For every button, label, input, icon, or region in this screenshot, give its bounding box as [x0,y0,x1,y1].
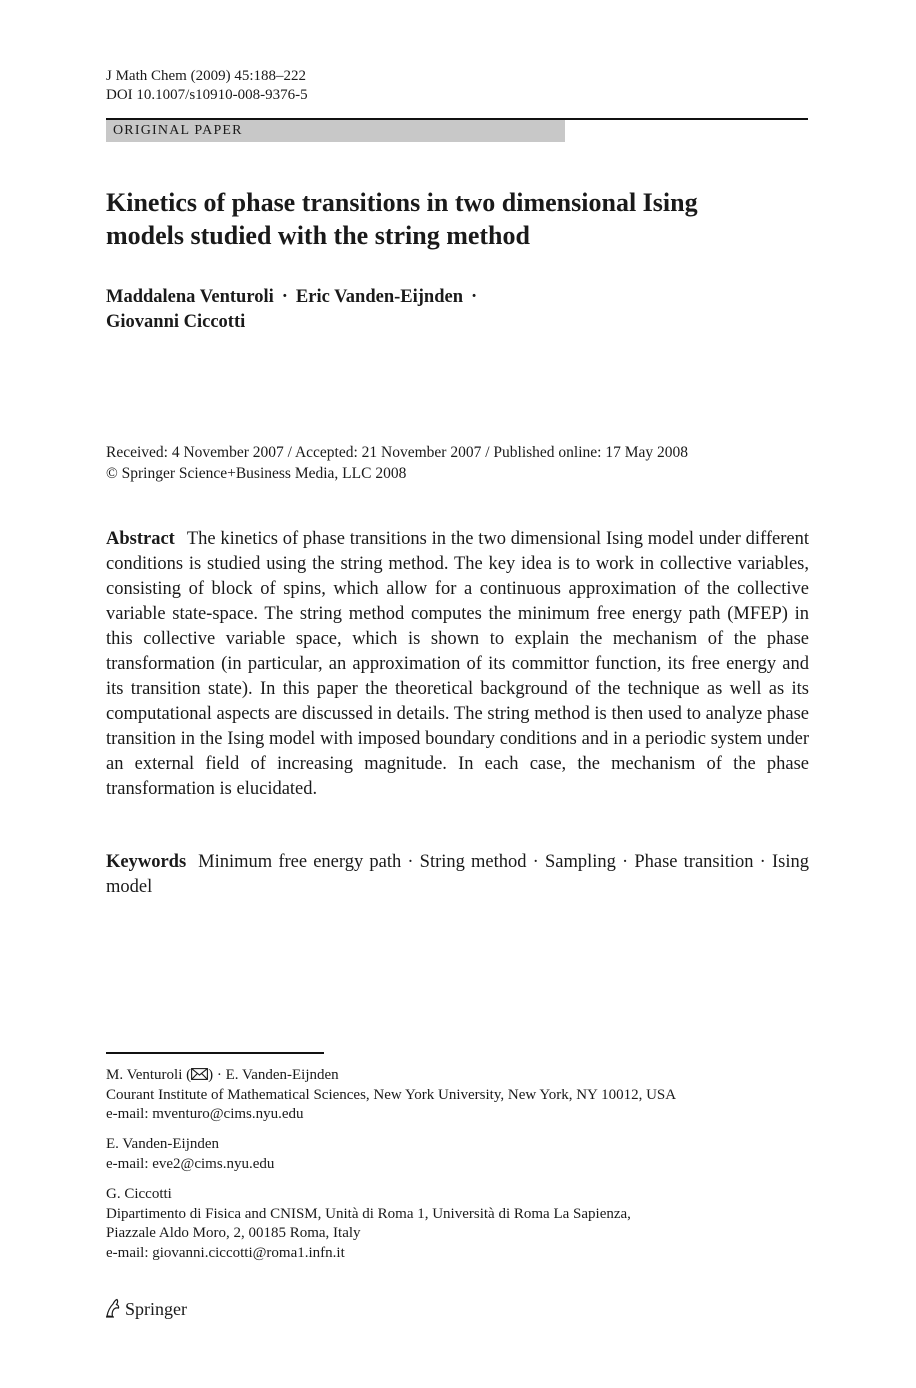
paper-title [106,186,806,252]
abstract-text: The kinetics of phase transitions in the two dimensional Ising model under different conditions is studied using the string method. The key idea is to work in collective variables, consisting of block of spins, which allow for a continuous approximation of the collective variable state-space. The string method computes the minimum free energy path (MFEP) in this collective variable space, which is shown to explain the mechanism of the phase transformation (in particular, an approximation of its committor function, its free energy and its transition state). In this paper the theoretical background of the technique as well as its computational aspects are discussed in details. The string method is then used to analyze phase transition in the Ising model with imposed boundary conditions and in a periodic system under an external field of increasing magnitude. In each case, the mechanism of the phase transformation is elucidated. [106,529,809,799]
keywords-text: Minimum free energy path · String method · Sampling · Phase transition · Ising model [106,852,809,897]
affiliation-address: Piazzale Aldo Moro, 2, 00185 Roma, Italy [106,1225,361,1241]
article-type-badge: ORIGINAL PAPER [106,120,565,142]
affiliation-email: e-mail: giovanni.ciccotti@roma1.infn.it [106,1244,345,1261]
affiliation-authors [106,1066,806,1086]
journal-doi: DOI 10.1007/s10910-008-9376-5 [106,87,308,103]
affiliation-block [106,1066,806,1125]
affiliation-email: e-mail: eve2@cims.nyu.edu [106,1155,275,1172]
keywords-label: Keywords [106,852,187,872]
author-name: Maddalena Venturoli [106,287,274,307]
dates-line: Received: 4 November 2007 / Accepted: 21 November 2007 / Published online: 17 May 2008 [106,444,688,461]
footnote-rule [106,1052,324,1054]
affiliation-name-part: ) · E. Vanden-Eijnden [208,1067,339,1083]
publisher-logo [104,1298,187,1320]
journal-header [106,67,308,105]
affiliation-name-part: M. Venturoli ( [106,1067,192,1083]
affiliation-email: e-mail: mventuro@cims.nyu.edu [106,1106,304,1122]
abstract-label: Abstract [106,529,175,549]
affiliation-block [106,1185,806,1263]
title-line-1: Kinetics of phase transitions in two dimensional Ising [106,188,698,217]
author-separator: · [470,287,478,307]
journal-citation: J Math Chem (2009) 45:188–222 [106,68,306,84]
keywords [106,850,809,900]
author-list [106,285,806,335]
copyright-line: © Springer Science+Business Media, LLC 2008 [106,465,407,482]
publication-dates [106,442,826,484]
title-line-2: models studied with the string method [106,221,530,250]
author-name: Eric Vanden-Eijnden [295,287,463,307]
affiliation-block [106,1135,806,1174]
publisher-name: Springer [125,1299,187,1319]
affiliation-institution: Dipartimento di Fisica and CNISM, Unità di Roma 1, Università di Roma La Sapienza, [106,1205,631,1222]
affiliation-institution: Courant Institute of Mathematical Sciences, New York University, New York, NY 10012, USA [106,1086,677,1103]
springer-horse-icon [104,1298,122,1318]
abstract [106,527,809,802]
author-name: Giovanni Ciccotti [106,312,246,332]
author-separator: · [281,287,288,307]
affiliation-name: G. Ciccotti [106,1186,172,1202]
affiliation-name: E. Vanden-Eijnden [106,1136,220,1152]
envelope-icon [191,1067,208,1079]
